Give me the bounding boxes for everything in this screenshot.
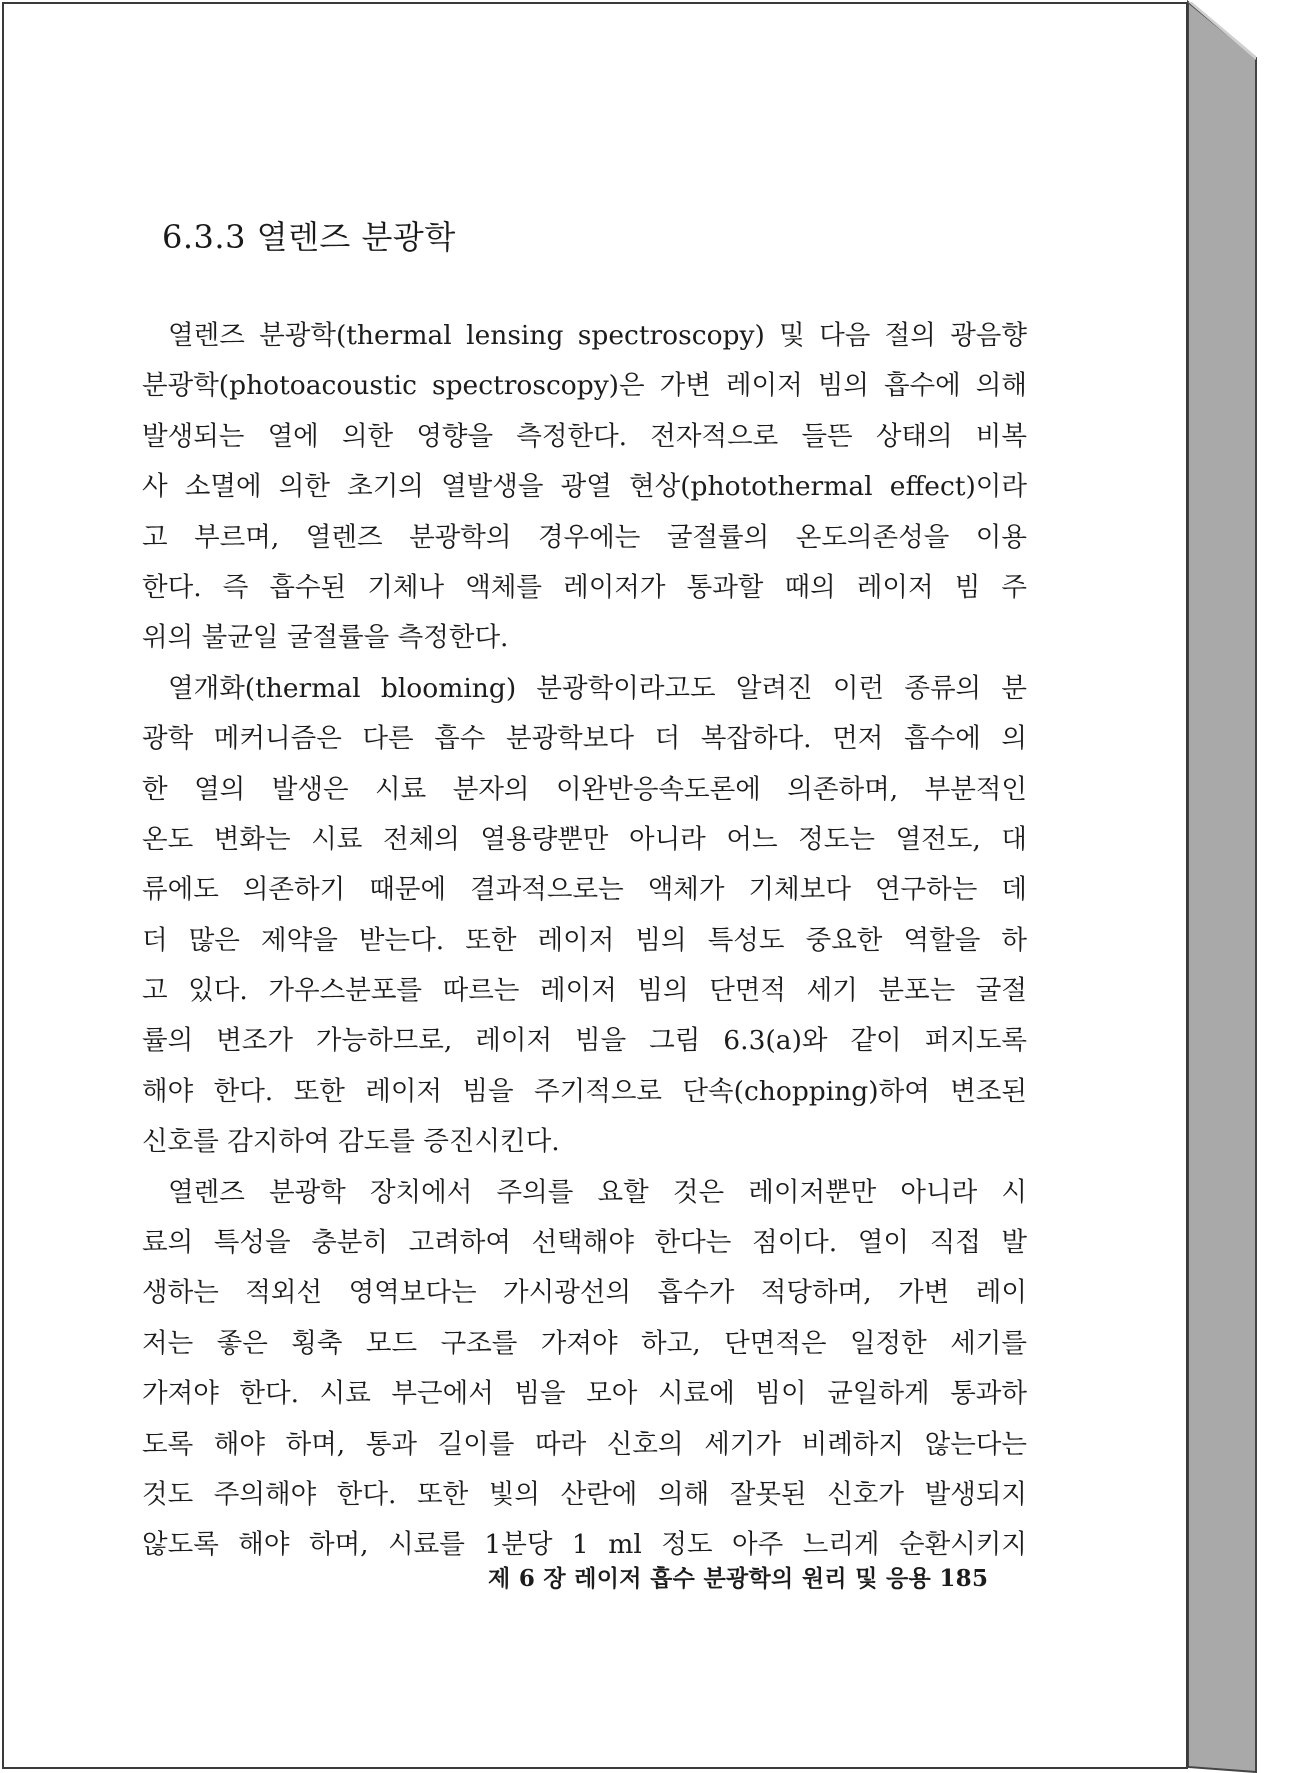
- page-footer: 제 6 장 레이저 흡수 분광학의 원리 및 응용 185: [488, 1565, 989, 1592]
- text-line: 것도 주의해야 한다. 또한 빛의 산란에 의해 잘못된 신호가 발생되지: [142, 1478, 1027, 1510]
- text-line: 온도 변화는 시료 전체의 열용량뿐만 아니라 어느 정도는 열전도, 대: [142, 823, 1027, 855]
- text-line: 한 열의 발생은 시료 분자의 이완반응속도론에 의존하며, 부분적인: [142, 773, 1027, 805]
- body-text: [142, 311, 1027, 1571]
- text-line: 분광학(photoacoustic spectroscopy)은 가변 레이저 빔의 흡수에 의해: [142, 370, 1027, 402]
- book-page: [2, 2, 1188, 1769]
- text-line: 광학 메커니즘은 다른 흡수 분광학보다 더 복잡하다. 먼저 흡수에 의: [142, 723, 1027, 755]
- text-line: 고 있다. 가우스분포를 따르는 레이저 빔의 단면적 세기 분포는 굴절: [142, 975, 1027, 1007]
- text-line: 도록 해야 하며, 통과 길이를 따라 신호의 세기가 비례하지 않는다는: [142, 1428, 1027, 1460]
- text-line: 열렌즈 분광학(thermal lensing spectroscopy) 및 다음 절의 광음향: [168, 320, 1027, 351]
- text-line: 생하는 적외선 영역보다는 가시광선의 흡수가 적당하며, 가변 레이: [142, 1277, 1027, 1309]
- text-line: 해야 한다. 또한 레이저 빔을 주기적으로 단속(chopping)하여 변조된: [142, 1075, 1027, 1107]
- text-line: 류에도 의존하기 때문에 결과적으로는 액체가 기체보다 연구하는 데: [142, 874, 1027, 906]
- text-line: 고 부르며, 열렌즈 분광학의 경우에는 굴절률의 온도의존성을 이용: [142, 521, 1027, 553]
- text-line: 신호를 감지하여 감도를 증진시킨다.: [142, 1126, 560, 1158]
- text-line: 더 많은 제약을 받는다. 또한 레이저 빔의 특성도 중요한 역할을 하: [142, 924, 1027, 956]
- text-line: 저는 좋은 횡축 모드 구조를 가져야 하고, 단면적은 일정한 세기를: [142, 1327, 1027, 1359]
- text-line: 사 소멸에 의한 초기의 열발생을 광열 현상(photothermal effect)이라: [142, 471, 1027, 503]
- text-line: 료의 특성을 충분히 고려하여 선택해야 한다는 점이다. 열이 직접 발: [142, 1227, 1027, 1259]
- text-line: 않도록 해야 하며, 시료를 1분당 1 ml 정도 아주 느리게 순환시키지: [142, 1529, 1027, 1561]
- text-line: 열렌즈 분광학 장치에서 주의를 요할 것은 레이저뿐만 아니라 시: [168, 1176, 1027, 1208]
- text-line: 률의 변조가 가능하므로, 레이저 빔을 그림 6.3(a)와 같이 퍼지도록: [142, 1025, 1027, 1057]
- section-title: 6.3.3 열렌즈 분광학: [162, 218, 456, 256]
- text-line: 열개화(thermal blooming) 분광학이라고도 알려진 이런 종류의 분: [168, 672, 1027, 704]
- text-line: 위의 불균일 굴절률을 측정한다.: [142, 622, 509, 654]
- text-line: 발생되는 열에 의한 영향을 측정한다. 전자적으로 들뜬 상태의 비복: [142, 420, 1027, 452]
- text-line: 가져야 한다. 시료 부근에서 빔을 모아 시료에 빔이 균일하게 통과하: [142, 1378, 1027, 1410]
- text-line: 한다. 즉 흡수된 기체나 액체를 레이저가 통과할 때의 레이저 빔 주: [142, 571, 1027, 603]
